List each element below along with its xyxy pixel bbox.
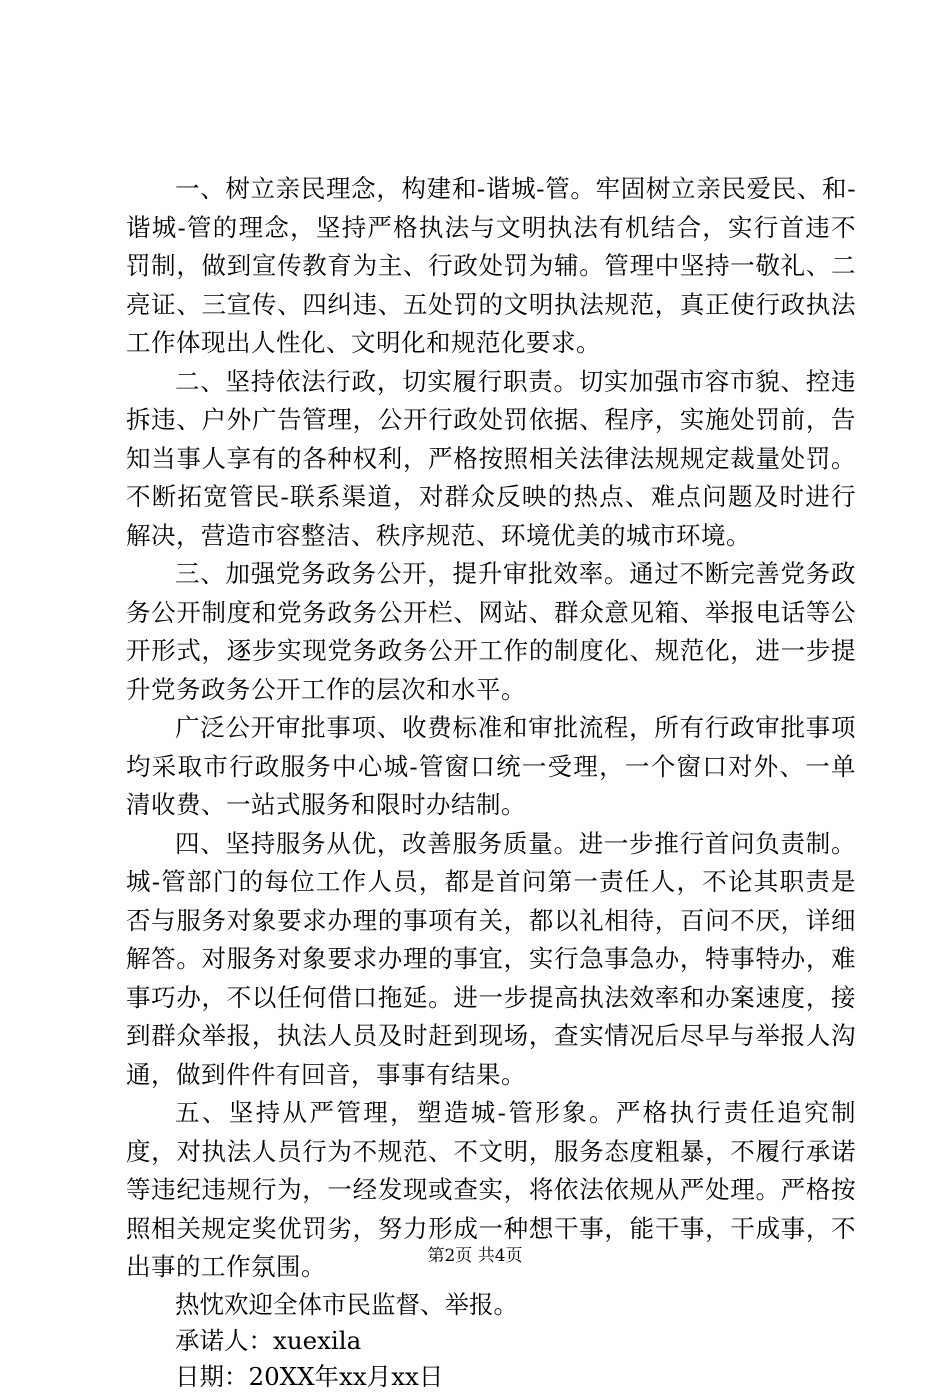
paragraph-3: 三、加强党务政务公开，提升审批效率。通过不断完善党务政务公开制度和党务政务公开栏、网站、群众意见箱、举报电话等公开形式，逐步实现党务政务公开工作的制度化、规范化，进一步提升党务政务公开工作的层次和水平。 <box>126 559 856 704</box>
promiser-line: 承诺人：xuexila <box>175 1325 362 1355</box>
document-body <box>126 170 856 1395</box>
paragraph-6: 五、坚持从严管理，塑造城-管形象。严格执行责任追究制度，对执法人员行为不规范、不文明，服务态度粗暴，不履行承诺等违纪违规行为，一经发现或查实，将依法依规从严处理。严格按照相关规定奖优罚劣，努力形成一种想干事，能干事，干成事，不出事的工作氛围。 <box>126 1098 856 1281</box>
date-line: 日期：20XX年xx月xx日 <box>175 1361 444 1391</box>
paragraph-5: 四、坚持服务从优，改善服务质量。进一步推行首问负责制。城-管部门的每位工作人员，都是首问第一责任人，不论其职责是否与服务对象要求办理的事项有关，都以礼相待，百问不厌，详细解答。对服务对象要求办理的事宜，实行急事急办，特事特办，难事巧办，不以任何借口拖延。进一步提高执法效率和办案速度，接到群众举报，执法人员及时赶到现场，查实情况后尽早与举报人沟通，做到件件有回音，事事有结果。 <box>126 828 856 1089</box>
page-footer: 第2页 共4页 <box>427 1246 523 1266</box>
paragraph-1: 一、树立亲民理念，构建和-谐城-管。牢固树立亲民爱民、和-谐城-管的理念，坚持严格执法与文明执法有机结合，实行首违不罚制，做到宣传教育为主、行政处罚为辅。管理中坚持一敬礼、二亮证、三宣传、四纠违、五处罚的文明执法规范，真正使行政执法工作体现出人性化、文明化和规范化要求。 <box>126 174 856 357</box>
paragraph-2: 二、坚持依法行政，切实履行职责。切实加强市容市貌、控违拆违、户外广告管理，公开行政处罚依据、程序，实施处罚前，告知当事人享有的各种权利，严格按照相关法律法规规定裁量处罚。不断拓宽管民-联系渠道，对群众反映的热点、难点问题及时进行解决，营造市容整洁、秩序规范、环境优美的城市环境。 <box>126 366 856 550</box>
welcome-line: 热忱欢迎全体市民监督、举报。 <box>175 1289 518 1319</box>
paragraph-4: 广泛公开审批事项、收费标准和审批流程，所有行政审批事项均采取市行政服务中心城-管窗口统一受理，一个窗口对外、一单清收费、一站式服务和限时办结制。 <box>126 713 856 819</box>
